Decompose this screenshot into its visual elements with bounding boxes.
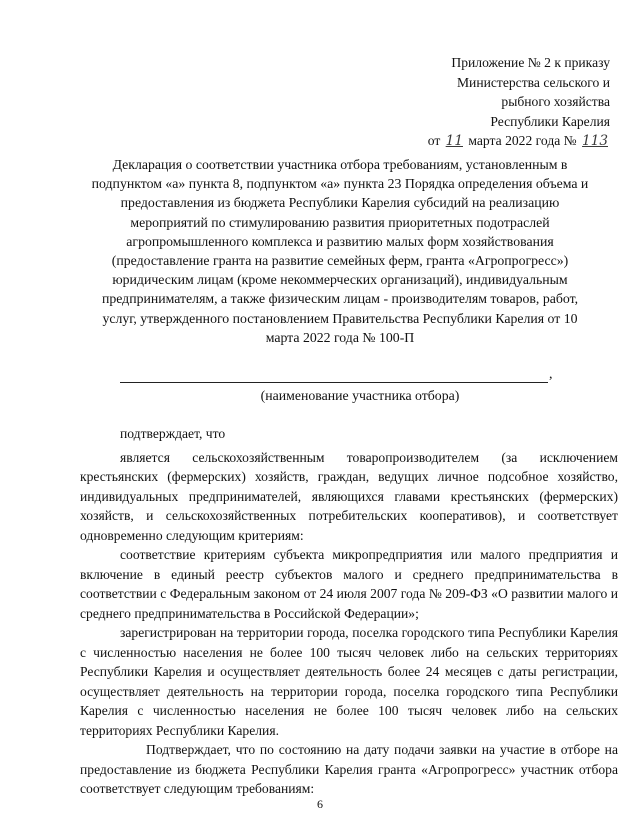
paragraph-requirements: Подтверждает, что по состоянию на дату подачи заявки на участие в отборе на предоставление из бюджета Республики Карелия гранта «Агропрогресс» участник отбора соответствует следующим требованиям:: [80, 742, 618, 796]
title-line: подпунктом «а» пункта 8, подпунктом «а» пункта 23 Порядка определения объема и: [91, 176, 589, 192]
title-line: мероприятий по стимулированию развития приоритетных подотраслей: [130, 214, 550, 230]
date-prefix: от: [427, 133, 441, 148]
title-line: юридическим лицам (кроме некоммерческих организаций), индивидуальным: [112, 272, 568, 288]
blank-comma: ,: [549, 367, 553, 382]
handwritten-order-number: 113: [582, 133, 608, 149]
date-middle: марта 2022 года №: [468, 133, 577, 148]
declaration-title: [60, 155, 620, 347]
paragraph-small-business: соответствие критериям субъекта микропредприятия или малого предприятия и включение в единый реестр субъектов малого и среднего предпринимательства в соответствии с Федеральным законом от 24 июля 2007 года № 209-ФЗ «О развитии малого и среднего предпринимательства в Российской Федерации»;: [80, 547, 618, 621]
title-line: Декларация о соответствии участника отбора требованиям, установленным в: [112, 157, 568, 172]
title-line: предоставления из бюджета Республики Карелия субсидий на реализацию: [120, 195, 560, 211]
appendix-line-2: Министерства сельского и: [456, 74, 610, 90]
page-number: 6: [317, 797, 323, 811]
declaration-body: [80, 424, 618, 799]
title-line: марта 2022 года № 100-П: [265, 329, 415, 345]
participant-name-caption: (наименование участника отбора): [260, 388, 460, 403]
title-line: агропромышленного комплекса и развитию малых форм хозяйствования: [126, 233, 554, 249]
appendix-line-4: Республики Карелия: [490, 113, 610, 129]
appendix-date-line: [428, 131, 610, 152]
title-line: предпринимателям, а также физическим лицам - производителям товаров, работ,: [101, 291, 579, 307]
title-line: (предоставление гранта на развитие семейных ферм, гранта «Агропрогресс»): [111, 253, 569, 269]
confirms-line: подтверждает, что: [120, 426, 226, 441]
handwritten-day: 11: [445, 133, 463, 149]
title-line: услуг, утвержденного постановлением Правительства Республики Карелия от 10: [102, 310, 578, 326]
participant-name-blank: [120, 382, 548, 383]
paragraph-producer: является сельскохозяйственным товаропроизводителем (за исключением крестьянских (фермерских) хозяйств, граждан, ведущих личное подсобное хозяйство, индивидуальных предпринимателей, являющихся главами крестьянских (фермерских) хозяйств, и сельскохозяйственных потребительских кооперативов), и соответствует одновременно следующим критериям:: [80, 449, 618, 543]
appendix-line-1: Приложение № 2 к приказу: [451, 55, 610, 70]
appendix-line-3: рыбного хозяйства: [501, 94, 610, 109]
paragraph-registration: зарегистрирован на территории города, поселка городского типа Республики Карелия с численностью населения не более 100 тысяч человек либо на сельских территориях Республики Карелия и осуществляет деятельность более 24 месяцев с даты регистрации, осуществляет деятельность на территории города, поселка городского типа Республики Карелия с численностью населения не более 100 тысяч человек либо на сельских территориях Республики Карелия.: [80, 625, 618, 738]
appendix-header: [428, 53, 610, 152]
